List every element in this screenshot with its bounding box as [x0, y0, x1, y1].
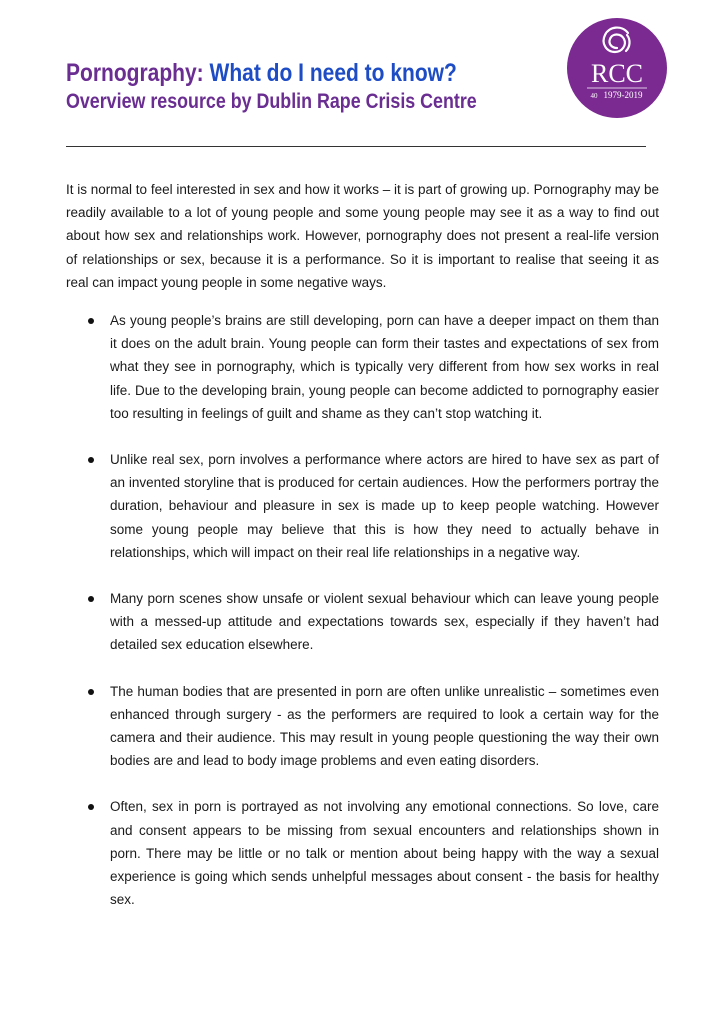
title-topic: Pornography: [66, 59, 204, 87]
document-header [66, 58, 546, 115]
list-item-text: Often, sex in porn is portrayed as not involving any emotional connections. So love, care and consent appears to be missing from sexual encounters and relationships shown in porn. There may be little or no talk or mention about being happy with the way a sexual experience is going which sends unhelpful messages about consent - the basis for healthy sex. [110, 799, 659, 908]
bullet-icon [88, 318, 94, 324]
page-title [66, 58, 469, 88]
list-item [66, 587, 659, 657]
logo-text: RCC [590, 59, 644, 88]
bullet-icon [88, 457, 94, 463]
list-item-text: The human bodies that are presented in porn are often unlike unrealistic – sometimes even enhanced through surgery - as the performers are required to look a certain way for the camera and their audience. This may result in young people questioning the way their own bodies are and lead to body image problems and even eating disorders. [110, 683, 659, 769]
logo-years: 1979-2019 [603, 90, 643, 100]
list-item [66, 680, 659, 773]
document-body [66, 178, 659, 911]
list-item-text: Many porn scenes show unsafe or violent sexual behaviour which can leave young people with a messed-up attitude and expectations towards sex, especially if they haven’t had detailed sex education elsewhere. [110, 591, 659, 653]
list-item-text: Unlike real sex, porn involves a performance where actors are hired to have sex as part of an invented storyline that is produced for certain audiences. How the performers portray the duration, behaviour and pleasure in sex is made up to keep people watching. However some young people may believe that this is how they need to actually behave in relationships, which will impact on their real life relationships in a negative way. [110, 452, 659, 560]
rcc-logo [567, 18, 667, 118]
bullet-icon [88, 596, 94, 602]
bullet-icon [88, 689, 94, 695]
bullet-icon [88, 804, 94, 810]
list-item [66, 795, 659, 911]
list-item [66, 309, 659, 425]
list-item-text: As young people’s brains are still developing, porn can have a deeper impact on them than it does on the adult brain. Young people can form their tastes and expectations of sex from what they see in pornography, which is typically very different from how sex works in real life. Due to the developing brain, young people can become addicted to pornography easier too resulting in feelings of guilt and shame as they can’t stop watching it. [110, 313, 659, 421]
page-subtitle: Overview resource by Dublin Rape Crisis Centre [66, 90, 477, 113]
bullet-list [66, 309, 659, 911]
intro-paragraph: It is normal to feel interested in sex and how it works – it is part of growing up. Pornography may be readily available to a lot of young people and some young people may see it as a way to find out about how sex and relationships work. However, pornography does not present a real-life version of relationships or sex, because it is a performance. So it is important to realise that seeing it as real can impact young people in some negative ways. [66, 182, 659, 290]
header-divider [66, 146, 646, 147]
title-question: What do I need to know? [209, 59, 457, 87]
logo-badge: 40 [590, 92, 598, 100]
list-item [66, 448, 659, 564]
